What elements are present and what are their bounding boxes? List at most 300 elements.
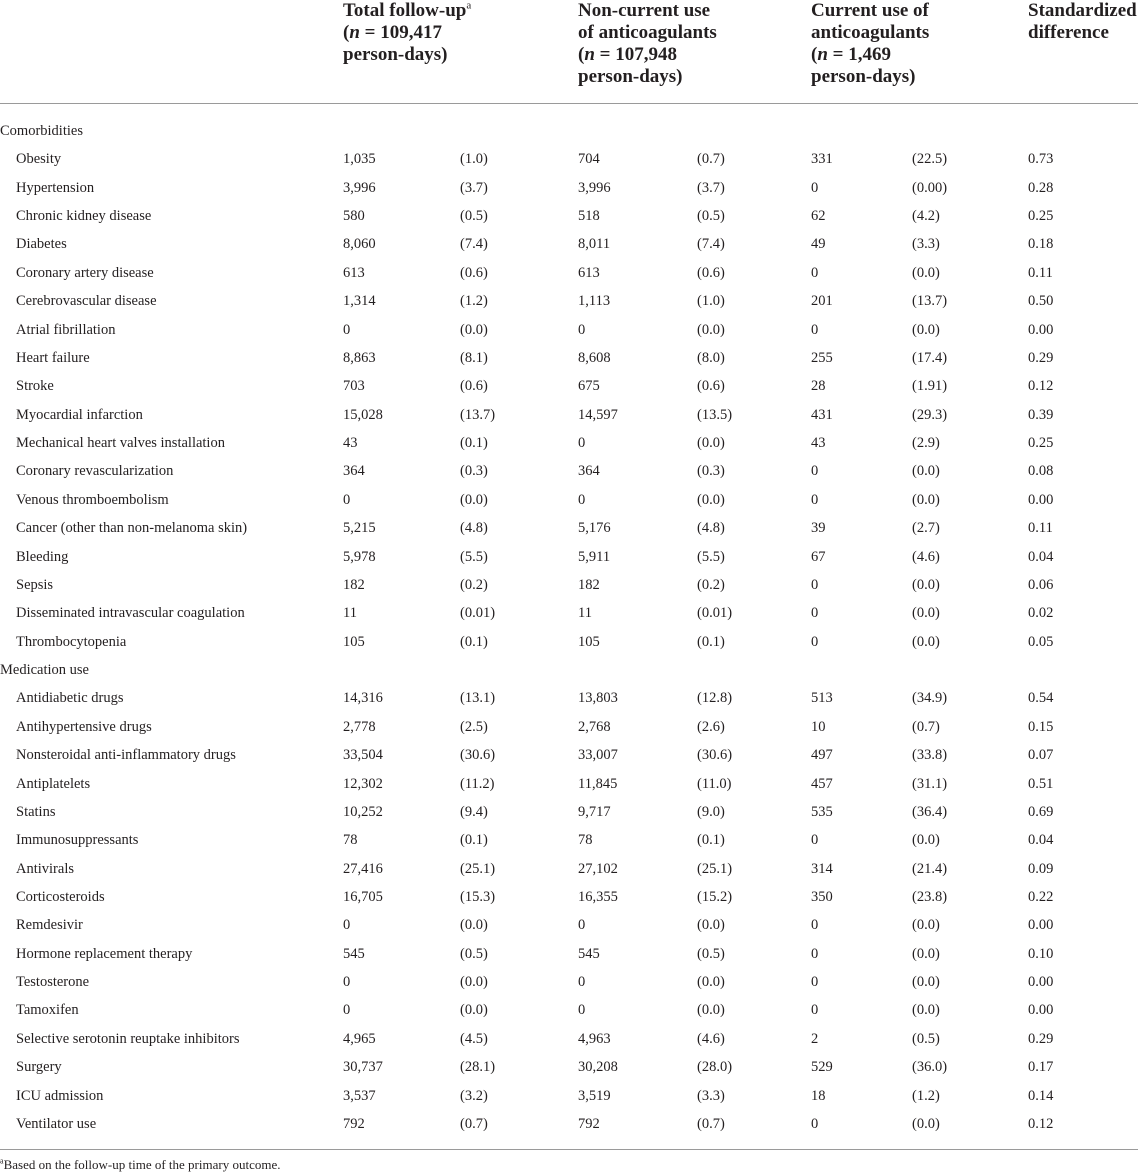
header-non-current-use: Non-current use of anticoagulants (n = 107,948 person-days) <box>578 0 717 87</box>
cell-current-count: 0 <box>811 605 819 621</box>
cell-current-pct: (17.4) <box>912 350 948 366</box>
cell-current-pct: (34.9) <box>912 690 948 706</box>
cell-noncurrent-count: 3,996 <box>578 180 611 196</box>
cell-current-pct: (23.8) <box>912 889 948 905</box>
cell-current-count: 0 <box>811 974 819 990</box>
table-row <box>0 150 1145 178</box>
cell-noncurrent-pct: (25.1) <box>697 861 733 877</box>
cell-std-diff: 0.22 <box>1028 889 1054 905</box>
cell-current-count: 2 <box>811 1031 819 1047</box>
cell-total-count: 545 <box>343 946 365 962</box>
row-label: Corticosteroids <box>16 889 105 905</box>
cell-total-count: 5,978 <box>343 549 376 565</box>
cell-noncurrent-pct: (3.3) <box>697 1088 725 1104</box>
cell-total-pct: (25.1) <box>460 861 496 877</box>
cell-noncurrent-pct: (0.0) <box>697 1002 725 1018</box>
cell-noncurrent-pct: (0.1) <box>697 634 725 650</box>
cell-std-diff: 0.08 <box>1028 463 1054 479</box>
row-label: Chronic kidney disease <box>16 208 152 224</box>
cell-current-pct: (0.0) <box>912 463 940 479</box>
cell-current-count: 0 <box>811 946 819 962</box>
cell-noncurrent-count: 0 <box>578 917 586 933</box>
cell-noncurrent-pct: (0.5) <box>697 208 725 224</box>
cell-std-diff: 0.00 <box>1028 492 1054 508</box>
cell-noncurrent-count: 30,208 <box>578 1059 618 1075</box>
cell-current-count: 0 <box>811 322 819 338</box>
row-label: Bleeding <box>16 549 69 565</box>
cell-noncurrent-pct: (0.01) <box>697 605 733 621</box>
cell-std-diff: 0.00 <box>1028 974 1054 990</box>
row-label: Sepsis <box>16 577 54 593</box>
cell-std-diff: 0.12 <box>1028 1116 1054 1132</box>
cell-noncurrent-pct: (3.7) <box>697 180 725 196</box>
header-total-follow-up: Total follow-$up^a$ (n = 109,417 person-days) <box>343 0 472 65</box>
header-standardized-difference: Standardized difference <box>1028 0 1137 43</box>
cell-current-count: 431 <box>811 407 833 423</box>
cell-noncurrent-pct: (0.0) <box>697 492 725 508</box>
cell-total-count: 8,060 <box>343 236 376 252</box>
cell-noncurrent-count: 27,102 <box>578 861 618 877</box>
cell-current-pct: (0.5) <box>912 1031 940 1047</box>
cell-noncurrent-count: 182 <box>578 577 600 593</box>
cell-total-pct: (3.2) <box>460 1088 488 1104</box>
row-label: Atrial fibrillation <box>16 322 116 338</box>
table-row <box>0 1115 1145 1143</box>
cell-current-pct: (2.7) <box>912 520 940 536</box>
cell-std-diff: 0.54 <box>1028 690 1054 706</box>
cell-current-count: 0 <box>811 492 819 508</box>
cell-total-pct: (0.0) <box>460 322 488 338</box>
cell-std-diff: 0.06 <box>1028 577 1054 593</box>
cell-current-count: 529 <box>811 1059 833 1075</box>
cell-noncurrent-count: 8,608 <box>578 350 611 366</box>
cell-current-count: 62 <box>811 208 826 224</box>
cell-noncurrent-pct: (11.0) <box>697 776 732 792</box>
cell-noncurrent-count: 5,911 <box>578 549 611 565</box>
cell-noncurrent-pct: (0.0) <box>697 322 725 338</box>
cell-current-count: 43 <box>811 435 826 451</box>
cell-std-diff: 0.14 <box>1028 1088 1054 1104</box>
table-row <box>0 377 1145 405</box>
row-label: Thrombocytopenia <box>16 634 127 650</box>
cell-total-pct: (0.2) <box>460 577 488 593</box>
cell-current-pct: (0.0) <box>912 1002 940 1018</box>
cell-total-count: 27,416 <box>343 861 383 877</box>
cell-total-count: 14,316 <box>343 690 383 706</box>
cell-noncurrent-count: 78 <box>578 832 593 848</box>
cell-noncurrent-count: 0 <box>578 492 586 508</box>
cell-total-pct: (0.5) <box>460 208 488 224</box>
cell-noncurrent-pct: (28.0) <box>697 1059 733 1075</box>
cell-std-diff: 0.10 <box>1028 946 1054 962</box>
cell-noncurrent-pct: (0.2) <box>697 577 725 593</box>
cell-current-count: 10 <box>811 719 826 735</box>
cell-noncurrent-count: 704 <box>578 151 600 167</box>
cell-total-count: 1,035 <box>343 151 376 167</box>
cell-std-diff: 0.02 <box>1028 605 1054 621</box>
cell-total-count: 0 <box>343 492 351 508</box>
cell-total-count: 1,314 <box>343 293 376 309</box>
cell-total-count: 0 <box>343 974 351 990</box>
cell-current-count: 513 <box>811 690 833 706</box>
cell-noncurrent-count: 613 <box>578 265 600 281</box>
cell-noncurrent-count: 518 <box>578 208 600 224</box>
cell-total-count: 0 <box>343 917 351 933</box>
table-row <box>0 831 1145 859</box>
cell-total-count: 5,215 <box>343 520 376 536</box>
cell-noncurrent-pct: (1.0) <box>697 293 725 309</box>
cell-current-count: 255 <box>811 350 833 366</box>
row-label: Hypertension <box>16 180 95 196</box>
section-header-row <box>0 661 1145 689</box>
cell-noncurrent-count: 105 <box>578 634 600 650</box>
table-row <box>0 604 1145 632</box>
cell-total-count: 12,302 <box>343 776 383 792</box>
cell-current-pct: (1.91) <box>912 378 948 394</box>
table-row <box>0 519 1145 547</box>
table-row <box>0 548 1145 576</box>
table-row <box>0 292 1145 320</box>
cell-std-diff: 0.05 <box>1028 634 1054 650</box>
cell-total-pct: (13.7) <box>460 407 496 423</box>
cell-current-count: 0 <box>811 577 819 593</box>
cell-noncurrent-pct: (0.0) <box>697 917 725 933</box>
cell-std-diff: 0.51 <box>1028 776 1054 792</box>
cell-std-diff: 0.25 <box>1028 435 1054 451</box>
cell-total-pct: (0.1) <box>460 435 488 451</box>
cell-total-count: 105 <box>343 634 365 650</box>
cell-current-pct: (0.0) <box>912 1116 940 1132</box>
cell-total-count: 3,537 <box>343 1088 376 1104</box>
cell-noncurrent-count: 545 <box>578 946 600 962</box>
cell-current-count: 18 <box>811 1088 826 1104</box>
table-row <box>0 945 1145 973</box>
table-row <box>0 718 1145 746</box>
cell-std-diff: 0.29 <box>1028 1031 1054 1047</box>
cell-current-count: 350 <box>811 889 833 905</box>
cell-noncurrent-count: 11,845 <box>578 776 618 792</box>
cell-std-diff: 0.04 <box>1028 832 1054 848</box>
cell-std-diff: 0.11 <box>1028 520 1053 536</box>
cell-current-pct: (0.0) <box>912 917 940 933</box>
footnote-marker: a <box>466 0 472 12</box>
cell-current-count: 331 <box>811 151 833 167</box>
cell-total-pct: (1.0) <box>460 151 488 167</box>
cell-current-pct: (2.9) <box>912 435 940 451</box>
row-label: Tamoxifen <box>16 1002 79 1018</box>
cell-total-pct: (0.1) <box>460 634 488 650</box>
cell-total-count: 0 <box>343 322 351 338</box>
cell-total-count: 792 <box>343 1116 365 1132</box>
cell-noncurrent-count: 13,803 <box>578 690 618 706</box>
table-row <box>0 321 1145 349</box>
table-row <box>0 860 1145 888</box>
cell-std-diff: 0.69 <box>1028 804 1054 820</box>
cell-total-pct: (0.7) <box>460 1116 488 1132</box>
cell-current-pct: (31.1) <box>912 776 948 792</box>
cell-total-count: 3,996 <box>343 180 376 196</box>
cell-std-diff: 0.00 <box>1028 322 1054 338</box>
row-label: Cerebrovascular disease <box>16 293 157 309</box>
cell-total-count: 364 <box>343 463 365 479</box>
cell-noncurrent-count: 0 <box>578 974 586 990</box>
cell-total-pct: (0.6) <box>460 378 488 394</box>
table-row <box>0 434 1145 462</box>
cell-total-pct: (4.5) <box>460 1031 488 1047</box>
cell-noncurrent-count: 675 <box>578 378 600 394</box>
row-label: Cancer (other than non-melanoma skin) <box>16 520 248 536</box>
cell-total-count: 580 <box>343 208 365 224</box>
cell-std-diff: 0.15 <box>1028 719 1054 735</box>
table-row <box>0 803 1145 831</box>
table-row <box>0 1058 1145 1086</box>
cell-noncurrent-pct: (5.5) <box>697 549 725 565</box>
table-row <box>0 633 1145 661</box>
cell-total-pct: (9.4) <box>460 804 488 820</box>
row-label: Hormone replacement therapy <box>16 946 193 962</box>
table-row <box>0 746 1145 774</box>
cell-std-diff: 0.07 <box>1028 747 1054 763</box>
cell-std-diff: 0.73 <box>1028 151 1054 167</box>
cell-current-pct: (22.5) <box>912 151 948 167</box>
table-row <box>0 406 1145 434</box>
cell-std-diff: 0.00 <box>1028 917 1054 933</box>
cell-noncurrent-pct: (0.5) <box>697 946 725 962</box>
cell-current-count: 314 <box>811 861 833 877</box>
cell-noncurrent-pct: (4.8) <box>697 520 725 536</box>
table-row <box>0 207 1145 235</box>
cell-noncurrent-pct: (12.8) <box>697 690 733 706</box>
cell-noncurrent-pct: (0.1) <box>697 832 725 848</box>
cell-current-pct: (0.0) <box>912 634 940 650</box>
cell-current-count: 0 <box>811 1002 819 1018</box>
cell-std-diff: 0.09 <box>1028 861 1054 877</box>
row-label: Ventilator use <box>16 1116 97 1132</box>
cell-current-pct: (0.0) <box>912 832 940 848</box>
cell-std-diff: 0.39 <box>1028 407 1054 423</box>
cell-noncurrent-count: 16,355 <box>578 889 618 905</box>
cell-std-diff: 0.28 <box>1028 180 1054 196</box>
cell-noncurrent-count: 0 <box>578 322 586 338</box>
cell-total-pct: (0.0) <box>460 1002 488 1018</box>
cell-noncurrent-pct: (0.6) <box>697 265 725 281</box>
table-row <box>0 264 1145 292</box>
table-row <box>0 916 1145 944</box>
cell-total-pct: (0.0) <box>460 492 488 508</box>
cell-total-pct: (3.7) <box>460 180 488 196</box>
cell-total-pct: (0.0) <box>460 917 488 933</box>
row-label: Antihypertensive drugs <box>16 719 152 735</box>
row-label: Coronary revascularization <box>16 463 174 479</box>
cell-total-count: 16,705 <box>343 889 383 905</box>
cell-current-pct: (0.0) <box>912 605 940 621</box>
row-label: Immunosuppressants <box>16 832 139 848</box>
cell-noncurrent-count: 5,176 <box>578 520 611 536</box>
cell-noncurrent-count: 14,597 <box>578 407 618 423</box>
cell-total-count: 10,252 <box>343 804 383 820</box>
cell-total-count: 43 <box>343 435 358 451</box>
cell-noncurrent-pct: (30.6) <box>697 747 733 763</box>
cell-noncurrent-pct: (0.0) <box>697 974 725 990</box>
table-row <box>0 462 1145 490</box>
table-row <box>0 491 1145 519</box>
cell-std-diff: 0.04 <box>1028 549 1054 565</box>
cell-total-count: 30,737 <box>343 1059 383 1075</box>
cell-current-pct: (33.8) <box>912 747 948 763</box>
header-current-use: Current use of anticoagulants (n = 1,469 person-days) <box>811 0 930 87</box>
cell-current-count: 39 <box>811 520 826 536</box>
cell-current-pct: (0.0) <box>912 265 940 281</box>
cell-current-pct: (4.6) <box>912 549 940 565</box>
table-row <box>0 775 1145 803</box>
cell-noncurrent-count: 0 <box>578 435 586 451</box>
cell-std-diff: 0.00 <box>1028 1002 1054 1018</box>
table-row <box>0 888 1145 916</box>
cell-current-pct: (0.0) <box>912 946 940 962</box>
section-header-row <box>0 122 1145 150</box>
cell-total-count: 4,965 <box>343 1031 376 1047</box>
cell-total-count: 15,028 <box>343 407 383 423</box>
cell-noncurrent-count: 3,519 <box>578 1088 611 1104</box>
cell-current-count: 67 <box>811 549 826 565</box>
cell-total-pct: (0.0) <box>460 974 488 990</box>
cell-total-pct: (0.1) <box>460 832 488 848</box>
cell-total-count: 613 <box>343 265 365 281</box>
section-label: Comorbidities <box>0 123 83 139</box>
cell-total-pct: (0.01) <box>460 605 496 621</box>
footnote-text: Based on the follow-up time of the primary outcome. <box>3 1157 281 1172</box>
row-label: Venous thromboembolism <box>16 492 169 508</box>
row-label: Obesity <box>16 151 62 167</box>
table-row <box>0 235 1145 263</box>
cell-current-pct: (0.00) <box>912 180 948 196</box>
cell-noncurrent-pct: (0.0) <box>697 435 725 451</box>
row-label: Surgery <box>16 1059 62 1075</box>
cell-noncurrent-pct: (2.6) <box>697 719 725 735</box>
cell-total-pct: (5.5) <box>460 549 488 565</box>
cell-total-pct: (0.6) <box>460 265 488 281</box>
cell-total-count: 703 <box>343 378 365 394</box>
cell-total-count: 0 <box>343 1002 351 1018</box>
cell-std-diff: 0.29 <box>1028 350 1054 366</box>
cell-total-pct: (15.3) <box>460 889 496 905</box>
cell-current-pct: (13.7) <box>912 293 948 309</box>
cell-total-pct: (1.2) <box>460 293 488 309</box>
row-label: Diabetes <box>16 236 67 252</box>
cell-current-count: 28 <box>811 378 826 394</box>
table-row <box>0 689 1145 717</box>
section-label: Medication use <box>0 662 89 678</box>
cell-total-pct: (11.2) <box>460 776 495 792</box>
row-label: Remdesivir <box>16 917 83 933</box>
cell-noncurrent-count: 9,717 <box>578 804 611 820</box>
cell-std-diff: 0.12 <box>1028 378 1054 394</box>
cell-total-pct: (4.8) <box>460 520 488 536</box>
cell-total-pct: (28.1) <box>460 1059 496 1075</box>
cell-current-pct: (0.7) <box>912 719 940 735</box>
cell-std-diff: 0.25 <box>1028 208 1054 224</box>
cell-current-count: 201 <box>811 293 833 309</box>
table-row <box>0 576 1145 604</box>
cell-noncurrent-pct: (0.7) <box>697 1116 725 1132</box>
cell-current-count: 0 <box>811 634 819 650</box>
cell-noncurrent-pct: (15.2) <box>697 889 733 905</box>
cell-total-pct: (8.1) <box>460 350 488 366</box>
cell-std-diff: 0.50 <box>1028 293 1054 309</box>
cell-current-pct: (21.4) <box>912 861 948 877</box>
cell-std-diff: 0.18 <box>1028 236 1054 252</box>
cell-noncurrent-count: 33,007 <box>578 747 618 763</box>
cell-current-count: 535 <box>811 804 833 820</box>
table-bottom-rule <box>0 1149 1138 1150</box>
cell-total-count: 33,504 <box>343 747 383 763</box>
cell-current-pct: (3.3) <box>912 236 940 252</box>
row-label: Myocardial infarction <box>16 407 143 423</box>
table-row <box>0 973 1145 1001</box>
cell-total-count: 78 <box>343 832 358 848</box>
cell-noncurrent-count: 11 <box>578 605 592 621</box>
cell-current-count: 457 <box>811 776 833 792</box>
cell-current-pct: (0.0) <box>912 577 940 593</box>
row-label: ICU admission <box>16 1088 104 1104</box>
cell-current-count: 49 <box>811 236 826 252</box>
row-label: Antidiabetic drugs <box>16 690 124 706</box>
cell-noncurrent-count: 2,768 <box>578 719 611 735</box>
cell-current-pct: (36.0) <box>912 1059 948 1075</box>
cell-noncurrent-pct: (0.3) <box>697 463 725 479</box>
cell-noncurrent-count: 364 <box>578 463 600 479</box>
row-label: Disseminated intravascular coagulation <box>16 605 245 621</box>
cell-noncurrent-count: 792 <box>578 1116 600 1132</box>
table-row <box>0 1087 1145 1115</box>
row-label: Selective serotonin reuptake inhibitors <box>16 1031 240 1047</box>
cell-current-count: 0 <box>811 265 819 281</box>
cell-current-pct: (4.2) <box>912 208 940 224</box>
cell-total-count: 11 <box>343 605 357 621</box>
cell-noncurrent-pct: (0.7) <box>697 151 725 167</box>
row-label: Statins <box>16 804 56 820</box>
row-label: Antiplatelets <box>16 776 91 792</box>
cell-noncurrent-pct: (0.6) <box>697 378 725 394</box>
cell-total-pct: (13.1) <box>460 690 496 706</box>
cell-noncurrent-pct: (9.0) <box>697 804 725 820</box>
table-row <box>0 1001 1145 1029</box>
cell-noncurrent-count: 8,011 <box>578 236 611 252</box>
cell-current-count: 0 <box>811 180 819 196</box>
cell-total-count: 182 <box>343 577 365 593</box>
cell-total-count: 2,778 <box>343 719 376 735</box>
cell-current-count: 497 <box>811 747 833 763</box>
cell-current-pct: (36.4) <box>912 804 948 820</box>
table-row <box>0 349 1145 377</box>
row-label: Antivirals <box>16 861 74 877</box>
table-row <box>0 179 1145 207</box>
cell-noncurrent-pct: (13.5) <box>697 407 733 423</box>
cell-current-pct: (1.2) <box>912 1088 940 1104</box>
cell-total-pct: (7.4) <box>460 236 488 252</box>
cell-current-pct: (29.3) <box>912 407 948 423</box>
row-label: Heart failure <box>16 350 90 366</box>
cell-current-pct: (0.0) <box>912 974 940 990</box>
cell-total-count: 8,863 <box>343 350 376 366</box>
cell-current-count: 0 <box>811 1116 819 1132</box>
cell-current-count: 0 <box>811 917 819 933</box>
row-label: Stroke <box>16 378 54 394</box>
cell-noncurrent-pct: (4.6) <box>697 1031 725 1047</box>
cell-current-pct: (0.0) <box>912 492 940 508</box>
table-row <box>0 1030 1145 1058</box>
cell-noncurrent-pct: (8.0) <box>697 350 725 366</box>
